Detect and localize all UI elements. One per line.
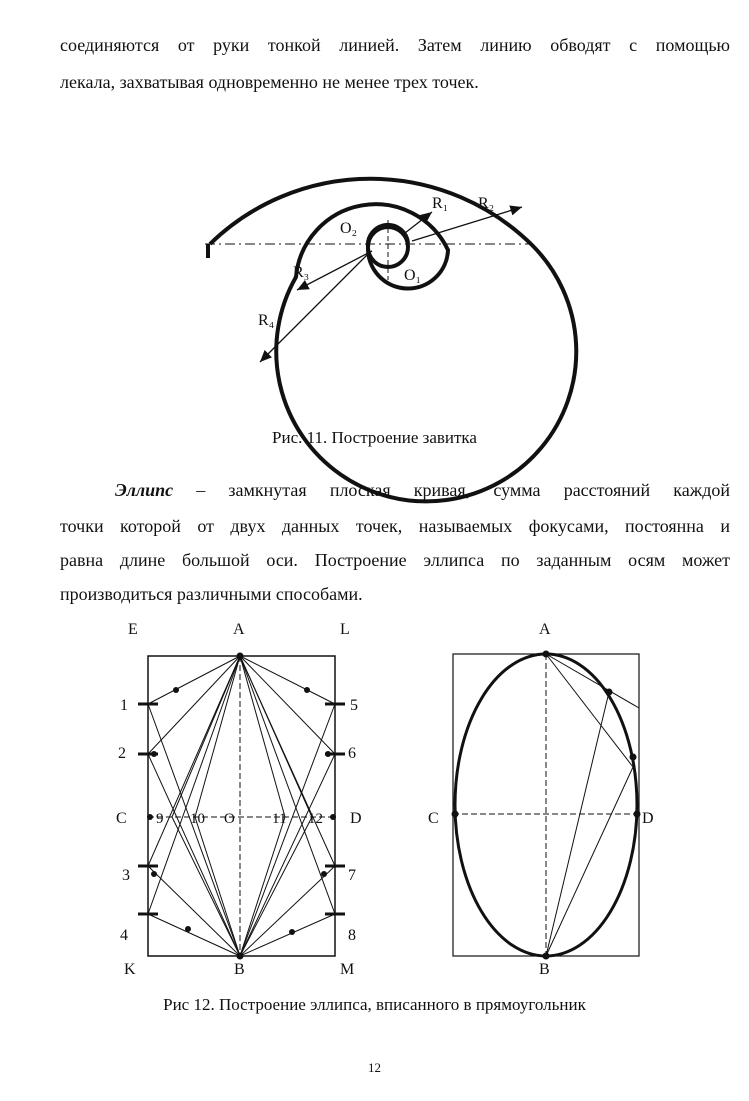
- label-9: 9: [156, 811, 164, 827]
- right-construction: [428, 621, 654, 978]
- label-3: 3: [122, 867, 130, 884]
- body-text-line: [60, 479, 730, 501]
- label-c-left: C: [116, 810, 127, 827]
- label-r3: R₃: [293, 264, 310, 281]
- label-k: K: [124, 961, 136, 978]
- page-number: 12: [368, 1060, 381, 1075]
- label-1: 1: [120, 697, 128, 714]
- label-6: 6: [348, 745, 356, 762]
- label-5: 5: [350, 697, 358, 714]
- body-text-line: точки которой от двух данных точек, называемых фокусами, постоянна и: [60, 516, 730, 536]
- label-r4: R₄: [258, 312, 275, 329]
- label-r2: R₂: [478, 195, 495, 212]
- body-text-line: лекала, захватывая одновременно не менее трех точек.: [60, 72, 479, 92]
- label-11: 11: [272, 811, 287, 827]
- label-l: L: [340, 621, 350, 638]
- label-a-left: A: [233, 621, 245, 638]
- radius-r4-arrow: [260, 252, 370, 362]
- label-o1: O₁: [404, 267, 422, 284]
- label-r1: R₁: [432, 195, 449, 212]
- spiral-outline: [210, 179, 576, 502]
- label-8: 8: [348, 927, 356, 944]
- label-12: 12: [308, 811, 323, 827]
- label-c-right: C: [428, 810, 439, 827]
- label-d-right: D: [642, 810, 654, 827]
- left-construction: [116, 621, 362, 978]
- figure-11-caption: Рис. 11. Построение завитка: [272, 428, 477, 447]
- body-text-fragment: – замкнутая плоская кривая, сумма расстояний каждой: [173, 480, 730, 500]
- label-4: 4: [120, 927, 128, 944]
- label-o2: O₂: [340, 220, 358, 237]
- label-b-left: B: [234, 961, 245, 978]
- label-7: 7: [348, 867, 356, 884]
- label-10: 10: [190, 811, 205, 827]
- label-e: E: [128, 621, 138, 638]
- label-o-left: O: [224, 811, 235, 827]
- term-ellipse: Эллипс: [115, 480, 174, 500]
- label-m: M: [340, 961, 355, 978]
- figure-12-ellipse-diagram: [0, 612, 749, 982]
- label-a-right: A: [539, 621, 551, 638]
- label-d-left: D: [350, 810, 362, 827]
- figure-11-volute-diagram: [0, 100, 749, 520]
- label-b-right: B: [539, 961, 550, 978]
- figure-12-caption: Рис 12. Построение эллипса, вписанного в прямоугольник: [163, 995, 586, 1014]
- body-text-line: равна длине большой оси. Построение эллипса по заданным осям может: [60, 550, 730, 570]
- label-2: 2: [118, 745, 126, 762]
- body-text-line: производиться различными способами.: [60, 584, 363, 604]
- body-text-line: соединяются от руки тонкой линией. Затем линию обводят с помощью: [60, 35, 730, 55]
